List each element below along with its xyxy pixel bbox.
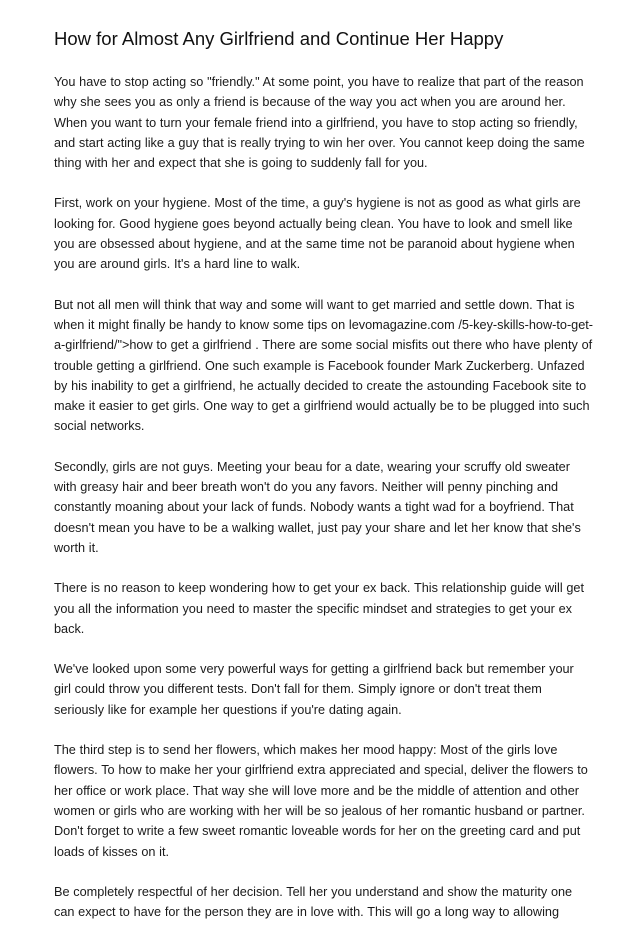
paragraph-5: There is no reason to keep wondering how to get your ex back. This relationship guide will get you all the information you need to master the specific mindset and strategies to get your ex back.: [54, 581, 584, 636]
document-page: [54, 0, 594, 942]
paragraph-6: We've looked upon some very powerful ways for getting a girlfriend back but remember your girl could throw you different tests. Don't fall for them. Simply ignore or don't treat them seriously like for example her questions if you're dating again.: [54, 662, 574, 717]
paragraph-1: You have to stop acting so "friendly." At some point, you have to realize that part of the reason why she sees you as only a friend is because of the way you act when you are around her. When you want to turn your female friend into a girlfriend, you have to stop acting so friendly, and start acting like a guy that is really trying to win her over. You cannot keep doing the same thing with her and expect that she is going to suddenly fall for you.: [54, 75, 585, 171]
paragraph-8: Be completely respectful of her decision. Tell her you understand and show the maturity one can expect to have for the person they are in love with. This will go a long way to allowing: [54, 884, 573, 920]
document-body: [54, 72, 594, 922]
paragraph-2: First, work on your hygiene. Most of the time, a guy's hygiene is not as good as what girls are looking for. Good hygiene goes beyond actually being clean. You have to look and smell like you are obsessed about hygiene, and at the same time not be paranoid about hygiene when you are around girls. It's a hard line to walk.: [54, 196, 581, 272]
document-title: How for Almost Any Girlfriend and Continue Her Happy: [54, 28, 504, 49]
paragraph-7: The third step is to send her flowers, which makes her mood happy: Most of the girls love flowers. To how to make her your girlfriend extra appreciated and special, deliver the flowers to her office or work place. That way she will love more and be the middle of attention and other women or girls who are working with her will be so jealous of her romantic husband or partner. Don't forget to write a few sweet romantic loveable words for her on the greeting card and put loads of kisses on it.: [54, 743, 588, 859]
paragraph-4: Secondly, girls are not guys. Meeting your beau for a date, wearing your scruffy old sweater with greasy hair and beer breath won't do you any favors. Neither will penny pinching and constantly moaning about your lack of funds. Nobody wants a tight wad for a boyfriend. That doesn't mean you have to be a walking wallet, just pay your share and let her know that she's worth it.: [54, 459, 581, 555]
paragraph-3: But not all men will think that way and some will want to get married and settle down. That is when it might finally be handy to know some tips on levomagazine.com /5-key-skills-how-to-get-a-girlfriend/">how to get a girlfriend . There are some social misfits out there who have plenty of trouble getting a girlfriend. One such example is Facebook founder Mark Zuckerberg. Unfazed by his inability to get a girlfriend, he actually decided to create the astounding Facebook site to make it easier to get girls. One way to get a girlfriend would actually be to be plugged into such social networks.: [54, 297, 594, 434]
